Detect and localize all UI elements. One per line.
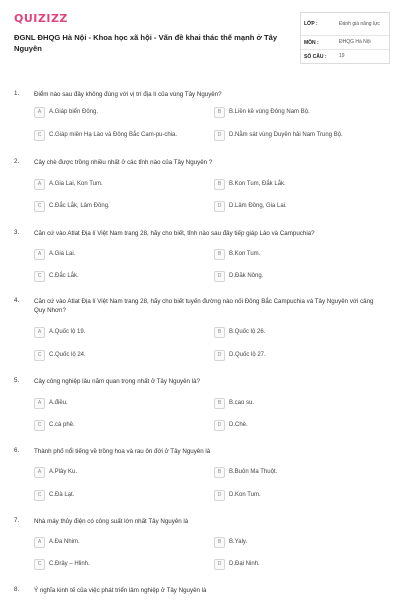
option-letter: A [34, 537, 45, 548]
option-b[interactable] [214, 465, 277, 479]
option-letter: A [34, 467, 45, 478]
option-text: A.Giáp biển Đông. [49, 109, 99, 115]
option-text: B.Kon Tum. [229, 251, 261, 257]
option-letter: B [214, 327, 225, 338]
option-text: B.Liền kề vùng Đông Nam Bộ. [229, 109, 310, 115]
option-text: B.Buôn Ma Thuột. [229, 469, 278, 475]
option-text: D.Lâm Đồng, Gia Lai. [229, 203, 287, 209]
quizizz-logo: QUIZIZZ [14, 12, 68, 25]
option-letter: D [214, 559, 225, 570]
option-letter: B [214, 467, 225, 478]
option-letter: C [34, 130, 45, 141]
option-letter: C [34, 201, 45, 212]
meta-label: MÔN : [304, 39, 319, 46]
option-a[interactable] [34, 177, 103, 191]
option-letter: D [214, 490, 225, 501]
question-number: 8. [14, 586, 20, 593]
option-letter: A [34, 398, 45, 409]
option-letter: B [214, 179, 225, 190]
option-letter: B [214, 249, 225, 260]
option-b[interactable] [214, 105, 310, 119]
option-b[interactable] [214, 177, 286, 191]
option-text: B.Yaly. [229, 539, 248, 545]
option-c[interactable] [34, 348, 86, 362]
option-d[interactable] [214, 199, 287, 213]
worksheet-header [0, 0, 400, 72]
meta-value: ĐHQG Hà Nội [339, 39, 371, 46]
option-c[interactable] [34, 488, 74, 502]
option-letter: C [34, 350, 45, 361]
option-a[interactable] [34, 105, 98, 119]
option-text: A.Đa Nhim. [49, 539, 80, 545]
question-text: Căn cứ vào Atlat Địa lí Việt Nam trang 28, hãy cho biết, tỉnh nào sau đây tiếp giáp Lào và Campuchia? [34, 230, 315, 237]
option-letter: A [34, 107, 45, 118]
option-text: D.Chè. [229, 422, 248, 428]
option-letter: D [214, 420, 225, 431]
question-text: Điểm nào sau đây không đúng với vị trí địa lí của vùng Tây Nguyên? [34, 91, 222, 98]
option-text: C.Đrây – Hlinh. [49, 561, 90, 567]
option-letter: A [34, 327, 45, 338]
option-letter: B [214, 398, 225, 409]
option-letter: B [214, 537, 225, 548]
option-text: A.Gia Lai, Kon Tum. [49, 181, 103, 187]
question-number: 1. [14, 90, 20, 97]
meta-label: SỐ CÂU : [304, 53, 327, 60]
option-c[interactable] [34, 199, 110, 213]
question-number: 7. [14, 517, 20, 524]
question-number: 3. [14, 229, 20, 236]
option-d[interactable] [214, 269, 263, 283]
option-c[interactable] [34, 128, 177, 142]
option-letter: C [34, 420, 45, 431]
meta-label: LỚP : [304, 21, 318, 27]
option-letter: C [34, 490, 45, 501]
option-c[interactable] [34, 557, 90, 571]
option-a[interactable] [34, 325, 85, 339]
option-text: D.Kon Tum. [229, 492, 261, 498]
option-letter: D [214, 350, 225, 361]
question-text: Nhà máy thủy điện có công suất lớn nhất Tây Nguyên là [34, 518, 189, 525]
option-b[interactable] [214, 247, 260, 261]
option-text: D.Nằm sát vùng Duyên hải Nam Trung Bộ. [229, 132, 343, 138]
option-text: D.Đăk Nông. [229, 273, 264, 279]
option-text: B.Kon Tum, Đắk Lắk. [229, 181, 286, 187]
option-text: D.Quốc lộ 27. [229, 352, 266, 358]
question-number: 6. [14, 447, 20, 454]
question-number: 2. [14, 158, 20, 165]
option-letter: D [214, 201, 225, 212]
option-letter: C [34, 559, 45, 570]
option-text: C.Đà Lạt. [49, 492, 75, 498]
question-text: Cây chè được trồng nhiều nhất ở các tỉnh nào của Tây Nguyên ? [34, 159, 213, 166]
option-letter: D [214, 130, 225, 141]
question-text: Thành phố nổi tiếng về trồng hoa và rau ôn đới ở Tây Nguyên là [34, 448, 211, 455]
meta-row-subject [301, 35, 389, 49]
question-text: Căn cứ vào Atlat Địa lí Việt Nam trang 28, hãy cho biết tuyến đường nào nối Đông Bắc Campuchia và Tây Nguyên với cảng Quy Nhơn? [34, 298, 374, 314]
option-text: C.Đắc Lắk, Lâm Đồng. [49, 203, 110, 209]
meta-row-class [301, 13, 389, 35]
option-text: A.Plây Ku. [49, 469, 78, 475]
option-b[interactable] [214, 535, 247, 549]
question-number: 4. [14, 297, 20, 304]
option-d[interactable] [214, 348, 266, 362]
option-b[interactable] [214, 325, 265, 339]
meta-table [300, 12, 390, 64]
option-d[interactable] [214, 557, 260, 571]
option-d[interactable] [214, 128, 343, 142]
option-a[interactable] [34, 247, 75, 261]
option-letter: A [34, 179, 45, 190]
meta-value: 19 [339, 53, 345, 60]
question-number: 5. [14, 377, 20, 384]
question-text: Ý nghĩa kinh tế của việc phát triển lâm nghiệp ở Tây Nguyên là [34, 587, 207, 594]
option-d[interactable] [214, 488, 261, 502]
question-text: Cây công nghiệp lâu năm quan trọng nhất ở Tây Nguyên là? [34, 378, 200, 385]
option-text: D.Đại Ninh. [229, 561, 260, 567]
option-d[interactable] [214, 418, 248, 432]
option-a[interactable] [34, 396, 68, 410]
option-text: B.cao su. [229, 400, 255, 406]
option-letter: C [34, 271, 45, 282]
option-letter: B [214, 107, 225, 118]
option-text: C.Quốc lộ 24. [49, 352, 86, 358]
option-text: A.Gia Lai. [49, 251, 76, 257]
option-c[interactable] [34, 418, 75, 432]
option-c[interactable] [34, 269, 79, 283]
worksheet-title: ĐGNL ĐHQG Hà Nội - Khoa học xã hội - Vấn đề khai thác thế mạnh ở Tây Nguyên [14, 33, 278, 53]
option-text: C.Đắc Lắk. [49, 273, 79, 279]
option-b[interactable] [214, 396, 254, 410]
option-letter: D [214, 271, 225, 282]
option-text: C.Giáp miền Hạ Lào và Đông Bắc Cam-pu-chia. [49, 132, 178, 138]
option-text: C.cà phê. [49, 422, 75, 428]
option-text: A.điều. [49, 400, 68, 406]
meta-value: Đánh giá năng lực [339, 20, 380, 27]
meta-row-count [301, 49, 389, 63]
option-text: A.Quốc lộ 19. [49, 329, 86, 335]
option-a[interactable] [34, 535, 80, 549]
option-a[interactable] [34, 465, 77, 479]
option-text: B.Quốc lộ 26. [229, 329, 266, 335]
option-letter: A [34, 249, 45, 260]
